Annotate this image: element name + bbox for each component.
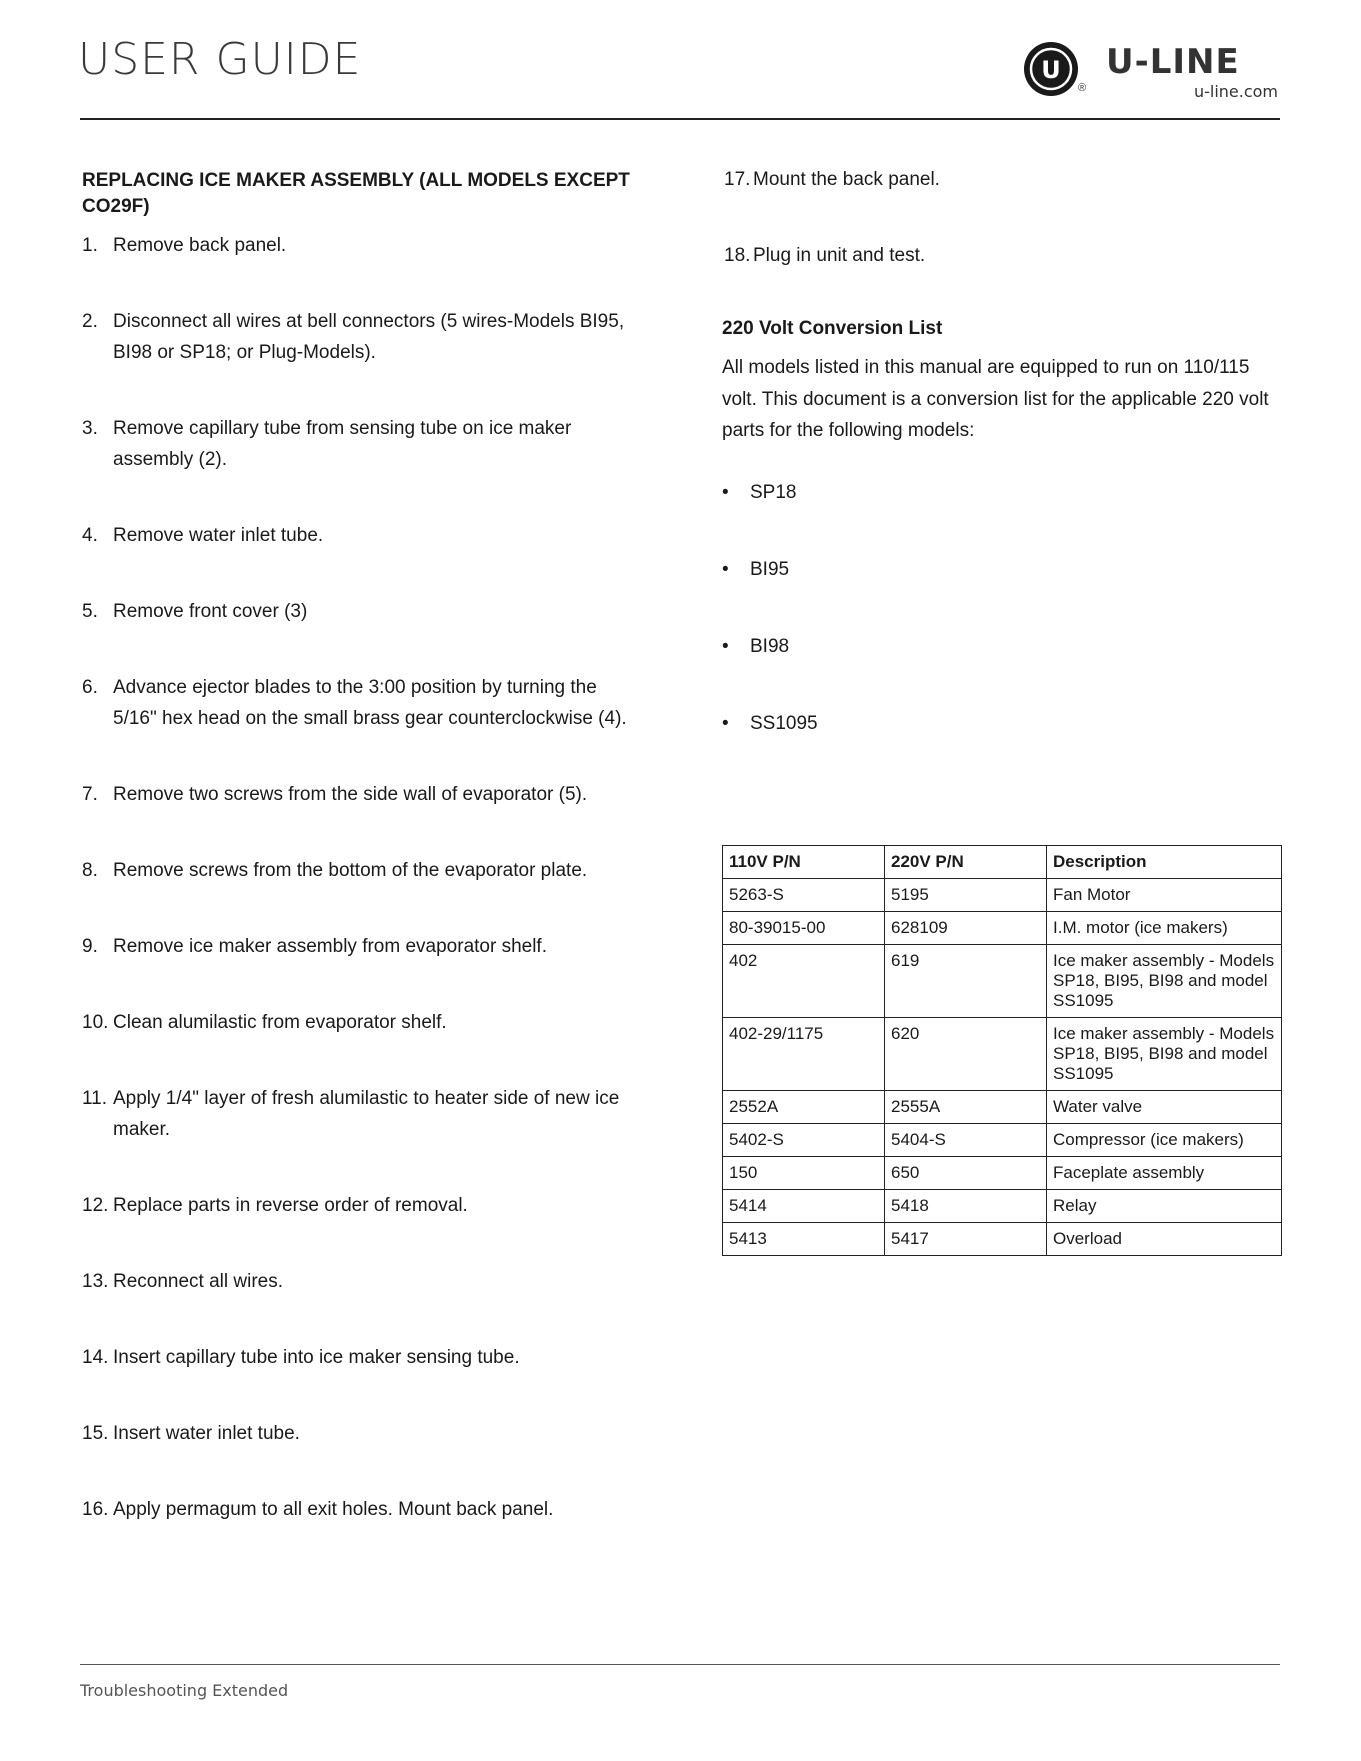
list-item bbox=[82, 306, 642, 368]
step-text: Clean alumilastic from evaporator shelf. bbox=[113, 1012, 447, 1033]
table-header-row bbox=[723, 846, 1282, 879]
list-item bbox=[82, 1083, 642, 1145]
step-text: Remove two screws from the side wall of evaporator (5). bbox=[113, 784, 588, 805]
table-cell: 5263-S bbox=[723, 879, 885, 912]
table-cell: 5417 bbox=[885, 1223, 1047, 1256]
model-item: • SS1095 bbox=[722, 708, 1282, 739]
list-item bbox=[82, 1266, 642, 1297]
table-cell: Ice maker assembly - Models SP18, BI95, BI98 and model SS1095 bbox=[1047, 1018, 1282, 1091]
step-text: Advance ejector blades to the 3:00 position by turning the 5/16" hex head on the small brass gear counterclockwise (4). bbox=[113, 677, 627, 729]
step-text: Remove front cover (3) bbox=[113, 601, 308, 622]
step-number: 2. bbox=[82, 311, 98, 332]
table-row bbox=[723, 912, 1282, 945]
conversion-intro: All models listed in this manual are equipped to run on 110/115 volt. This document is a conversion list for the applicable 220 volt parts for the following models: bbox=[722, 357, 1269, 441]
brand-logo bbox=[1022, 38, 1280, 104]
header-divider bbox=[80, 118, 1280, 120]
table-cell: 402 bbox=[723, 945, 885, 1018]
table-row bbox=[723, 1124, 1282, 1157]
table-cell: 402-29/1175 bbox=[723, 1018, 885, 1091]
step-number: 6. bbox=[82, 677, 98, 698]
step-text: Remove capillary tube from sensing tube on ice maker assembly (2). bbox=[113, 418, 572, 470]
step-number: 16. bbox=[82, 1499, 109, 1520]
step-number: 12. bbox=[82, 1195, 109, 1216]
step-number: 8. bbox=[82, 860, 98, 881]
table-cell: 620 bbox=[885, 1018, 1047, 1091]
step-number: 13. bbox=[82, 1271, 109, 1292]
table-row bbox=[723, 1190, 1282, 1223]
table-cell: Overload bbox=[1047, 1223, 1282, 1256]
list-item bbox=[82, 1418, 642, 1449]
table-cell: 150 bbox=[723, 1157, 885, 1190]
list-item bbox=[722, 240, 1282, 271]
table-cell: 650 bbox=[885, 1157, 1047, 1190]
table-cell: Relay bbox=[1047, 1190, 1282, 1223]
page-title: USER GUIDE bbox=[78, 34, 362, 85]
table-cell: Faceplate assembly bbox=[1047, 1157, 1282, 1190]
list-item bbox=[82, 1494, 642, 1525]
table-cell: 5195 bbox=[885, 879, 1047, 912]
models-list bbox=[722, 477, 1282, 739]
column-header: 220V P/N bbox=[885, 846, 1047, 879]
step-number: 7. bbox=[82, 784, 98, 805]
step-text: Replace parts in reverse order of removal. bbox=[113, 1195, 468, 1216]
table-cell: 5402-S bbox=[723, 1124, 885, 1157]
step-text: Disconnect all wires at bell connectors (5 wires-Models BI95, BI98 or SP18; or Plug-Models). bbox=[113, 311, 625, 363]
table-cell: 5418 bbox=[885, 1190, 1047, 1223]
registered-mark: ® bbox=[1078, 82, 1087, 94]
step-number: 9. bbox=[82, 936, 98, 957]
list-item bbox=[722, 164, 1282, 195]
list-item bbox=[82, 931, 642, 962]
step-number: 1. bbox=[82, 235, 98, 256]
table-row bbox=[723, 1091, 1282, 1124]
list-item bbox=[82, 230, 642, 261]
table-cell: Water valve bbox=[1047, 1091, 1282, 1124]
list-item bbox=[82, 596, 642, 627]
table-row bbox=[723, 879, 1282, 912]
footer-section-label: Troubleshooting Extended bbox=[80, 1681, 289, 1700]
logo-glyph: U bbox=[1041, 56, 1061, 84]
table-row bbox=[723, 1157, 1282, 1190]
step-text: Apply 1/4" layer of fresh alumilastic to heater side of new ice maker. bbox=[113, 1088, 620, 1140]
model-item: • SP18 bbox=[722, 477, 1282, 508]
step-number: 3. bbox=[82, 418, 98, 439]
table-cell: 619 bbox=[885, 945, 1047, 1018]
table-cell: 5404-S bbox=[885, 1124, 1047, 1157]
table-cell: 628109 bbox=[885, 912, 1047, 945]
step-number: 14. bbox=[82, 1347, 109, 1368]
u-line-logo-icon bbox=[1022, 40, 1080, 98]
step-text: Remove screws from the bottom of the evaporator plate. bbox=[113, 860, 588, 881]
table-cell: 5413 bbox=[723, 1223, 885, 1256]
table-cell: Compressor (ice makers) bbox=[1047, 1124, 1282, 1157]
list-item bbox=[82, 520, 642, 551]
model-item: • BI95 bbox=[722, 554, 1282, 585]
list-item bbox=[82, 1007, 642, 1038]
step-number: 11. bbox=[82, 1088, 108, 1109]
ice-maker-steps-list bbox=[82, 230, 642, 1525]
step-text: Remove ice maker assembly from evaporator shelf. bbox=[113, 936, 547, 957]
list-item bbox=[82, 413, 642, 475]
table-row bbox=[723, 945, 1282, 1018]
model-item: • BI98 bbox=[722, 631, 1282, 662]
step-number: 4. bbox=[82, 525, 98, 546]
left-column bbox=[82, 168, 642, 1570]
table-cell: 2552A bbox=[723, 1091, 885, 1124]
list-item bbox=[82, 1342, 642, 1373]
section-heading-ice-maker: REPLACING ICE MAKER ASSEMBLY (ALL MODELS EXCEPT CO29F) bbox=[82, 170, 630, 217]
step-text: Plug in unit and test. bbox=[753, 245, 926, 266]
step-text: Insert water inlet tube. bbox=[113, 1423, 300, 1444]
step-text: Insert capillary tube into ice maker sensing tube. bbox=[113, 1347, 520, 1368]
footer-divider bbox=[80, 1664, 1280, 1665]
right-column bbox=[722, 164, 1282, 785]
step-number: 10. bbox=[82, 1012, 109, 1033]
step-number: 17. bbox=[724, 169, 751, 190]
step-text: Apply permagum to all exit holes. Mount back panel. bbox=[113, 1499, 554, 1520]
table-row bbox=[723, 1018, 1282, 1091]
table-row bbox=[723, 1223, 1282, 1256]
list-item bbox=[82, 672, 642, 734]
list-item bbox=[82, 1190, 642, 1221]
step-number: 15. bbox=[82, 1423, 109, 1444]
column-header: 110V P/N bbox=[723, 846, 885, 879]
list-item bbox=[82, 855, 642, 886]
column-header: Description bbox=[1047, 846, 1282, 879]
step-number: 18. bbox=[724, 245, 751, 266]
table-cell: I.M. motor (ice makers) bbox=[1047, 912, 1282, 945]
conversion-parts-table bbox=[722, 845, 1282, 1256]
table-cell: 80-39015-00 bbox=[723, 912, 885, 945]
step-text: Mount the back panel. bbox=[753, 169, 940, 190]
section-heading-220v: 220 Volt Conversion List bbox=[722, 318, 943, 339]
table-cell: 5414 bbox=[723, 1190, 885, 1223]
list-item bbox=[82, 779, 642, 810]
step-text: Reconnect all wires. bbox=[113, 1271, 284, 1292]
logo-wordmark: U-LINE bbox=[1106, 42, 1240, 82]
table-cell: 2555A bbox=[885, 1091, 1047, 1124]
step-number: 5. bbox=[82, 601, 98, 622]
logo-url: u-line.com bbox=[1193, 82, 1278, 101]
table-cell: Fan Motor bbox=[1047, 879, 1282, 912]
step-text: Remove back panel. bbox=[113, 235, 287, 256]
step-text: Remove water inlet tube. bbox=[113, 525, 324, 546]
table-cell: Ice maker assembly - Models SP18, BI95, BI98 and model SS1095 bbox=[1047, 945, 1282, 1018]
